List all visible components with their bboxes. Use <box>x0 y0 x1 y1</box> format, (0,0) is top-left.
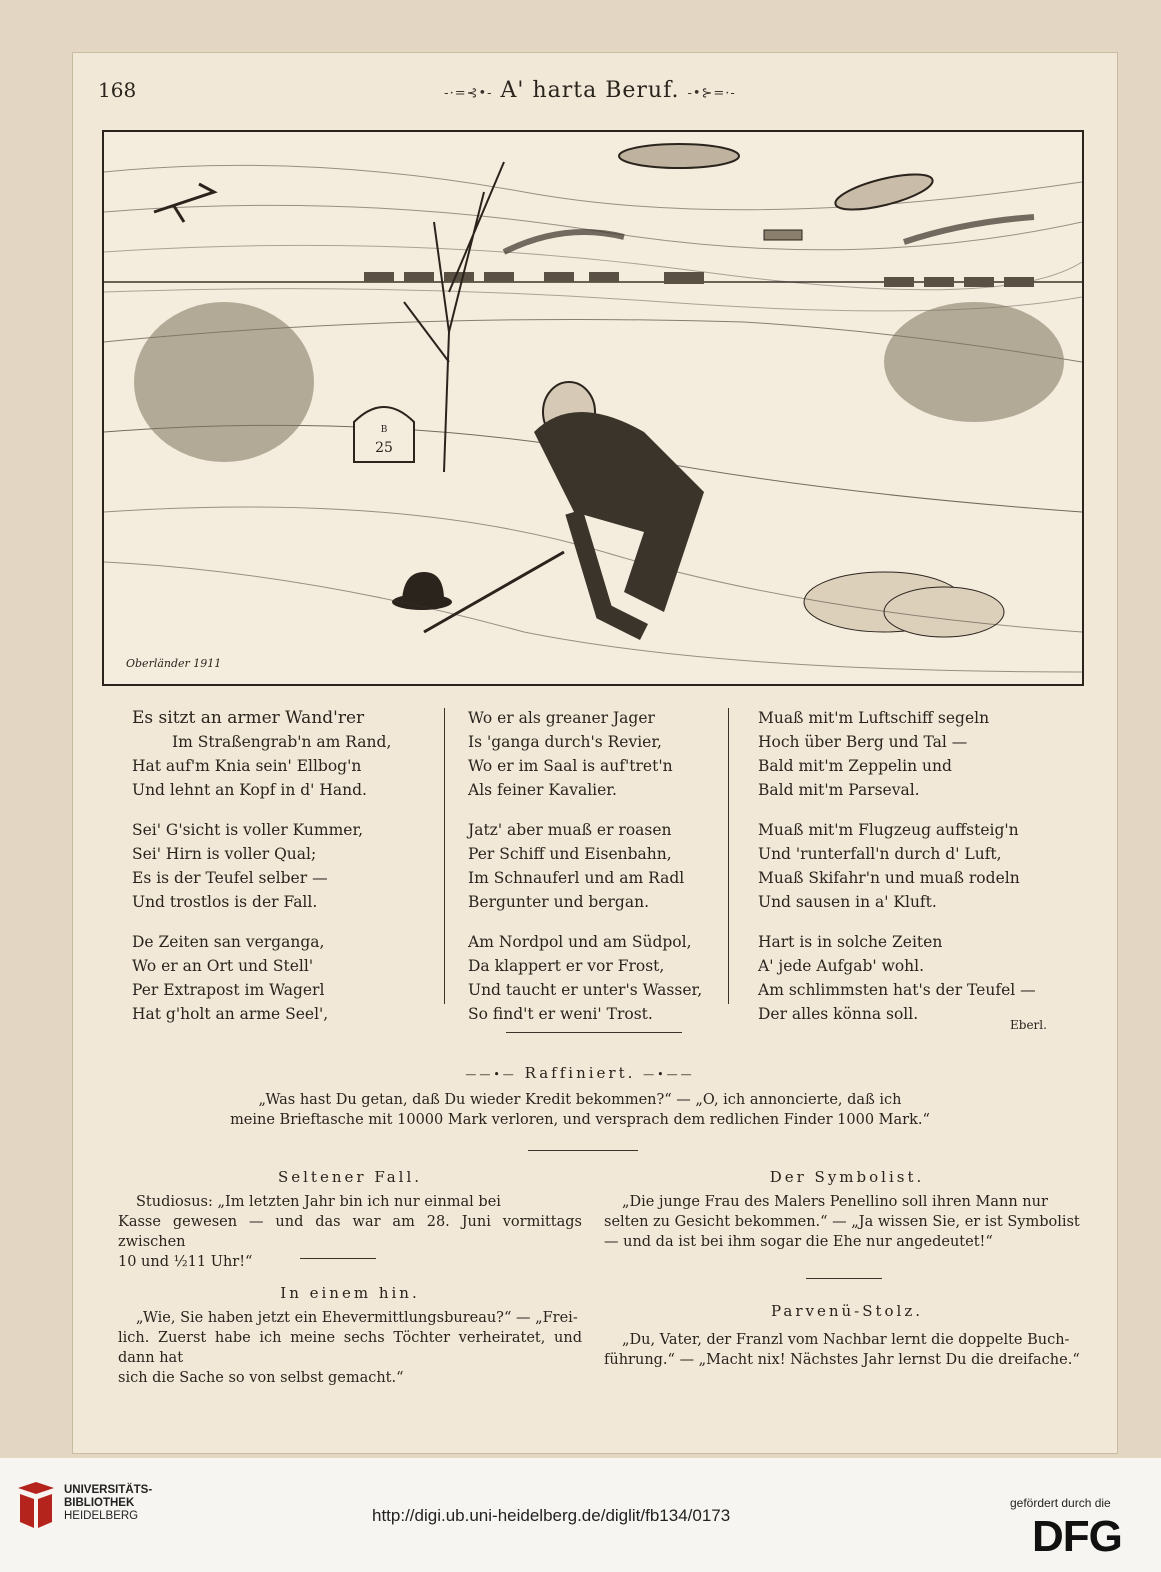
poem-line: Hat g'holt an arme Seel', <box>132 1005 329 1023</box>
poem-stanza <box>468 818 760 914</box>
poem-line: Hat auf'm Knia sein' Ellbog'n <box>132 757 362 775</box>
text-line: führung.“ — „Macht nix! Nächstes Jahr lernst Du die dreifache.“ <box>604 1352 1080 1368</box>
poem-stanza <box>132 818 424 914</box>
train-icon <box>364 272 1034 287</box>
page-url-link[interactable]: http://digi.ub.uni-heidelberg.de/diglit/fb134/0173 <box>372 1506 731 1525</box>
biplane-icon <box>764 230 802 240</box>
poem-stanza <box>468 706 760 802</box>
poem-line: Wo er an Ort und Stell' <box>132 957 314 975</box>
poem-column-1 <box>132 706 424 1042</box>
poem-line: Jatz' aber muaß er roasen <box>468 821 672 839</box>
poem-line: Der alles könna soll. <box>758 1005 919 1023</box>
poem-line: So find't er weni' Trost. <box>468 1005 653 1023</box>
section-divider <box>806 1278 882 1279</box>
poem-line: Muaß mit'm Luftschiff segeln <box>758 709 990 727</box>
text-line: „Was hast Du getan, daß Du wieder Kredit bekommen?“ — „O, ich annoncierte, daß ich <box>258 1092 902 1108</box>
hat-icon <box>392 572 452 610</box>
text-line: meine Brieftasche mit 10000 Mark verloren, und versprach dem redlichen Finder 1000 Mark.“ <box>230 1112 930 1128</box>
poem-line: A' jede Aufgab' wohl. <box>758 957 925 975</box>
poem-line: Per Schiff und Eisenbahn, <box>468 845 672 863</box>
title-text: A' harta Beruf. <box>500 78 680 103</box>
poem-line: Per Extrapost im Wagerl <box>132 981 325 999</box>
column-divider <box>444 708 445 1004</box>
university-library-logo-icon[interactable] <box>14 1480 58 1532</box>
seltener-fall-heading: Seltener Fall. <box>277 1168 423 1186</box>
text-line: Kasse gewesen — und das war am 28. Juni vormittags zwischen <box>118 1214 582 1250</box>
title-ornament-left: -·=⊰•- <box>444 86 493 101</box>
text-line: „Du, Vater, der Franzl vom Nachbar lernt die doppelte Buch- <box>622 1332 1070 1348</box>
poem-line: Am schlimmsten hat's der Teufel — <box>758 981 1036 999</box>
funding-note: gefördert durch die <box>1010 1496 1111 1510</box>
milestone-number: 25 <box>375 440 393 456</box>
poem-column-3 <box>758 706 1058 1042</box>
raffiniert-heading-text: Raffiniert. <box>524 1064 636 1082</box>
poem-line: Im Straßengrab'n am Rand, <box>172 733 392 751</box>
section-divider <box>300 1258 376 1259</box>
zeppelin-icon-1 <box>619 144 739 168</box>
text-line: lich. Zuerst habe ich meine sechs Töchter verheiratet, und dann hat <box>118 1330 582 1366</box>
dfg-logo[interactable]: DFG <box>1032 1512 1122 1561</box>
poem-line: Und 'runterfall'n durch d' Luft, <box>758 845 1002 863</box>
parvenu-text <box>604 1330 1090 1370</box>
poem-line: Es is der Teufel selber — <box>132 869 328 887</box>
poem-stanza <box>758 706 1058 802</box>
poem-stanza <box>758 930 1058 1026</box>
poem-line: Und taucht er unter's Wasser, <box>468 981 703 999</box>
poem-line: Im Schnauferl und am Radl <box>468 869 685 887</box>
poem-stanza <box>132 930 424 1026</box>
poem-line: Bald mit'm Parseval. <box>758 781 920 799</box>
text-line: selten zu Gesicht bekommen.“ — „Ja wissen Sie, er ist Symbolist <box>604 1214 1080 1230</box>
text-line: sich die Sache so von selbst gemacht.“ <box>118 1370 404 1386</box>
poem-line: Als feiner Kavalier. <box>468 781 617 799</box>
raffiniert-heading: ——•— Raffiniert. —•—— <box>465 1064 695 1082</box>
poem-line: De Zeiten san verganga, <box>132 933 325 951</box>
poem-line: Sei' G'sicht is voller Kummer, <box>132 821 364 839</box>
symbolist-text <box>604 1192 1090 1252</box>
poem-column-2 <box>468 706 760 1042</box>
library-name-line: HEIDELBERG <box>64 1510 139 1522</box>
poem-line: Is 'ganga durch's Revier, <box>468 733 662 751</box>
section-divider <box>528 1150 638 1151</box>
tree-icon <box>404 162 504 472</box>
column-divider <box>728 708 729 1004</box>
title-ornament-right: -•⊱=·- <box>687 86 736 101</box>
poem-line: Wo er als greaner Jager <box>468 709 655 727</box>
seltener-fall-text <box>118 1192 582 1272</box>
zeppelin-icon-2 <box>832 167 935 216</box>
text-line: „Die junge Frau des Malers Penellino soll ihren Mann nur <box>622 1194 1048 1210</box>
milestone-icon <box>354 407 414 462</box>
poem-line: Hoch über Berg und Tal — <box>758 733 968 751</box>
poem-line: Und sausen in a' Kluft. <box>758 893 937 911</box>
in-einem-hin-text <box>118 1308 582 1388</box>
page-number: 168 <box>98 78 137 102</box>
library-name-line: UNIVERSITÄTS- <box>64 1484 153 1496</box>
library-name[interactable] <box>64 1484 152 1523</box>
page-title <box>360 78 820 103</box>
poem-line: Und lehnt an Kopf in d' Hand. <box>132 781 367 799</box>
in-einem-hin-heading: In einem hin. <box>280 1284 420 1302</box>
section-divider <box>506 1032 682 1033</box>
poem-line: Sei' Hirn is voller Qual; <box>132 845 317 863</box>
poem-line: Es sitzt an armer Wand'rer <box>132 708 365 728</box>
text-line: 10 und ½11 Uhr!“ <box>118 1254 253 1270</box>
poem-stanza <box>758 818 1058 914</box>
poem-line: Muaß Skifahr'n und muaß rodeln <box>758 869 1020 887</box>
poem-stanza <box>468 930 760 1026</box>
poem-line: Bald mit'm Zeppelin und <box>758 757 952 775</box>
library-name-line: BIBLIOTHEK <box>64 1497 135 1509</box>
airplane-icon <box>154 184 214 222</box>
parvenu-heading: Parvenü-Stolz. <box>770 1302 924 1320</box>
text-line: „Wie, Sie haben jetzt ein Ehevermittlungsbureau?“ — „Frei- <box>136 1310 578 1326</box>
poem-line: Bergunter und bergan. <box>468 893 649 911</box>
text-line: — und da ist bei ihm sogar die Ehe nur angedeutet!“ <box>604 1234 993 1250</box>
poem-stanza <box>132 706 424 802</box>
stone-pile-icon <box>804 572 1004 637</box>
poem-author: Eberl. <box>1010 1018 1047 1032</box>
poem-line: Wo er im Saal is auf'tret'n <box>468 757 673 775</box>
poem-line: Da klappert er vor Frost, <box>468 957 665 975</box>
text-line: Studiosus: „Im letzten Jahr bin ich nur einmal bei <box>136 1194 501 1210</box>
illustration-drawing <box>104 132 1082 684</box>
poem-line: Und trostlos is der Fall. <box>132 893 318 911</box>
wanderer-figure-icon <box>424 382 704 632</box>
milestone-letter: B <box>380 425 388 435</box>
symbolist-heading: Der Symbolist. <box>769 1168 925 1186</box>
poem-line: Muaß mit'm Flugzeug auffsteig'n <box>758 821 1019 839</box>
artist-signature: Oberländer 1911 <box>126 657 222 670</box>
raffiniert-text <box>210 1090 950 1130</box>
illustration <box>102 130 1084 686</box>
poem-line: Am Nordpol und am Südpol, <box>468 933 692 951</box>
poem-line: Hart is in solche Zeiten <box>758 933 943 951</box>
